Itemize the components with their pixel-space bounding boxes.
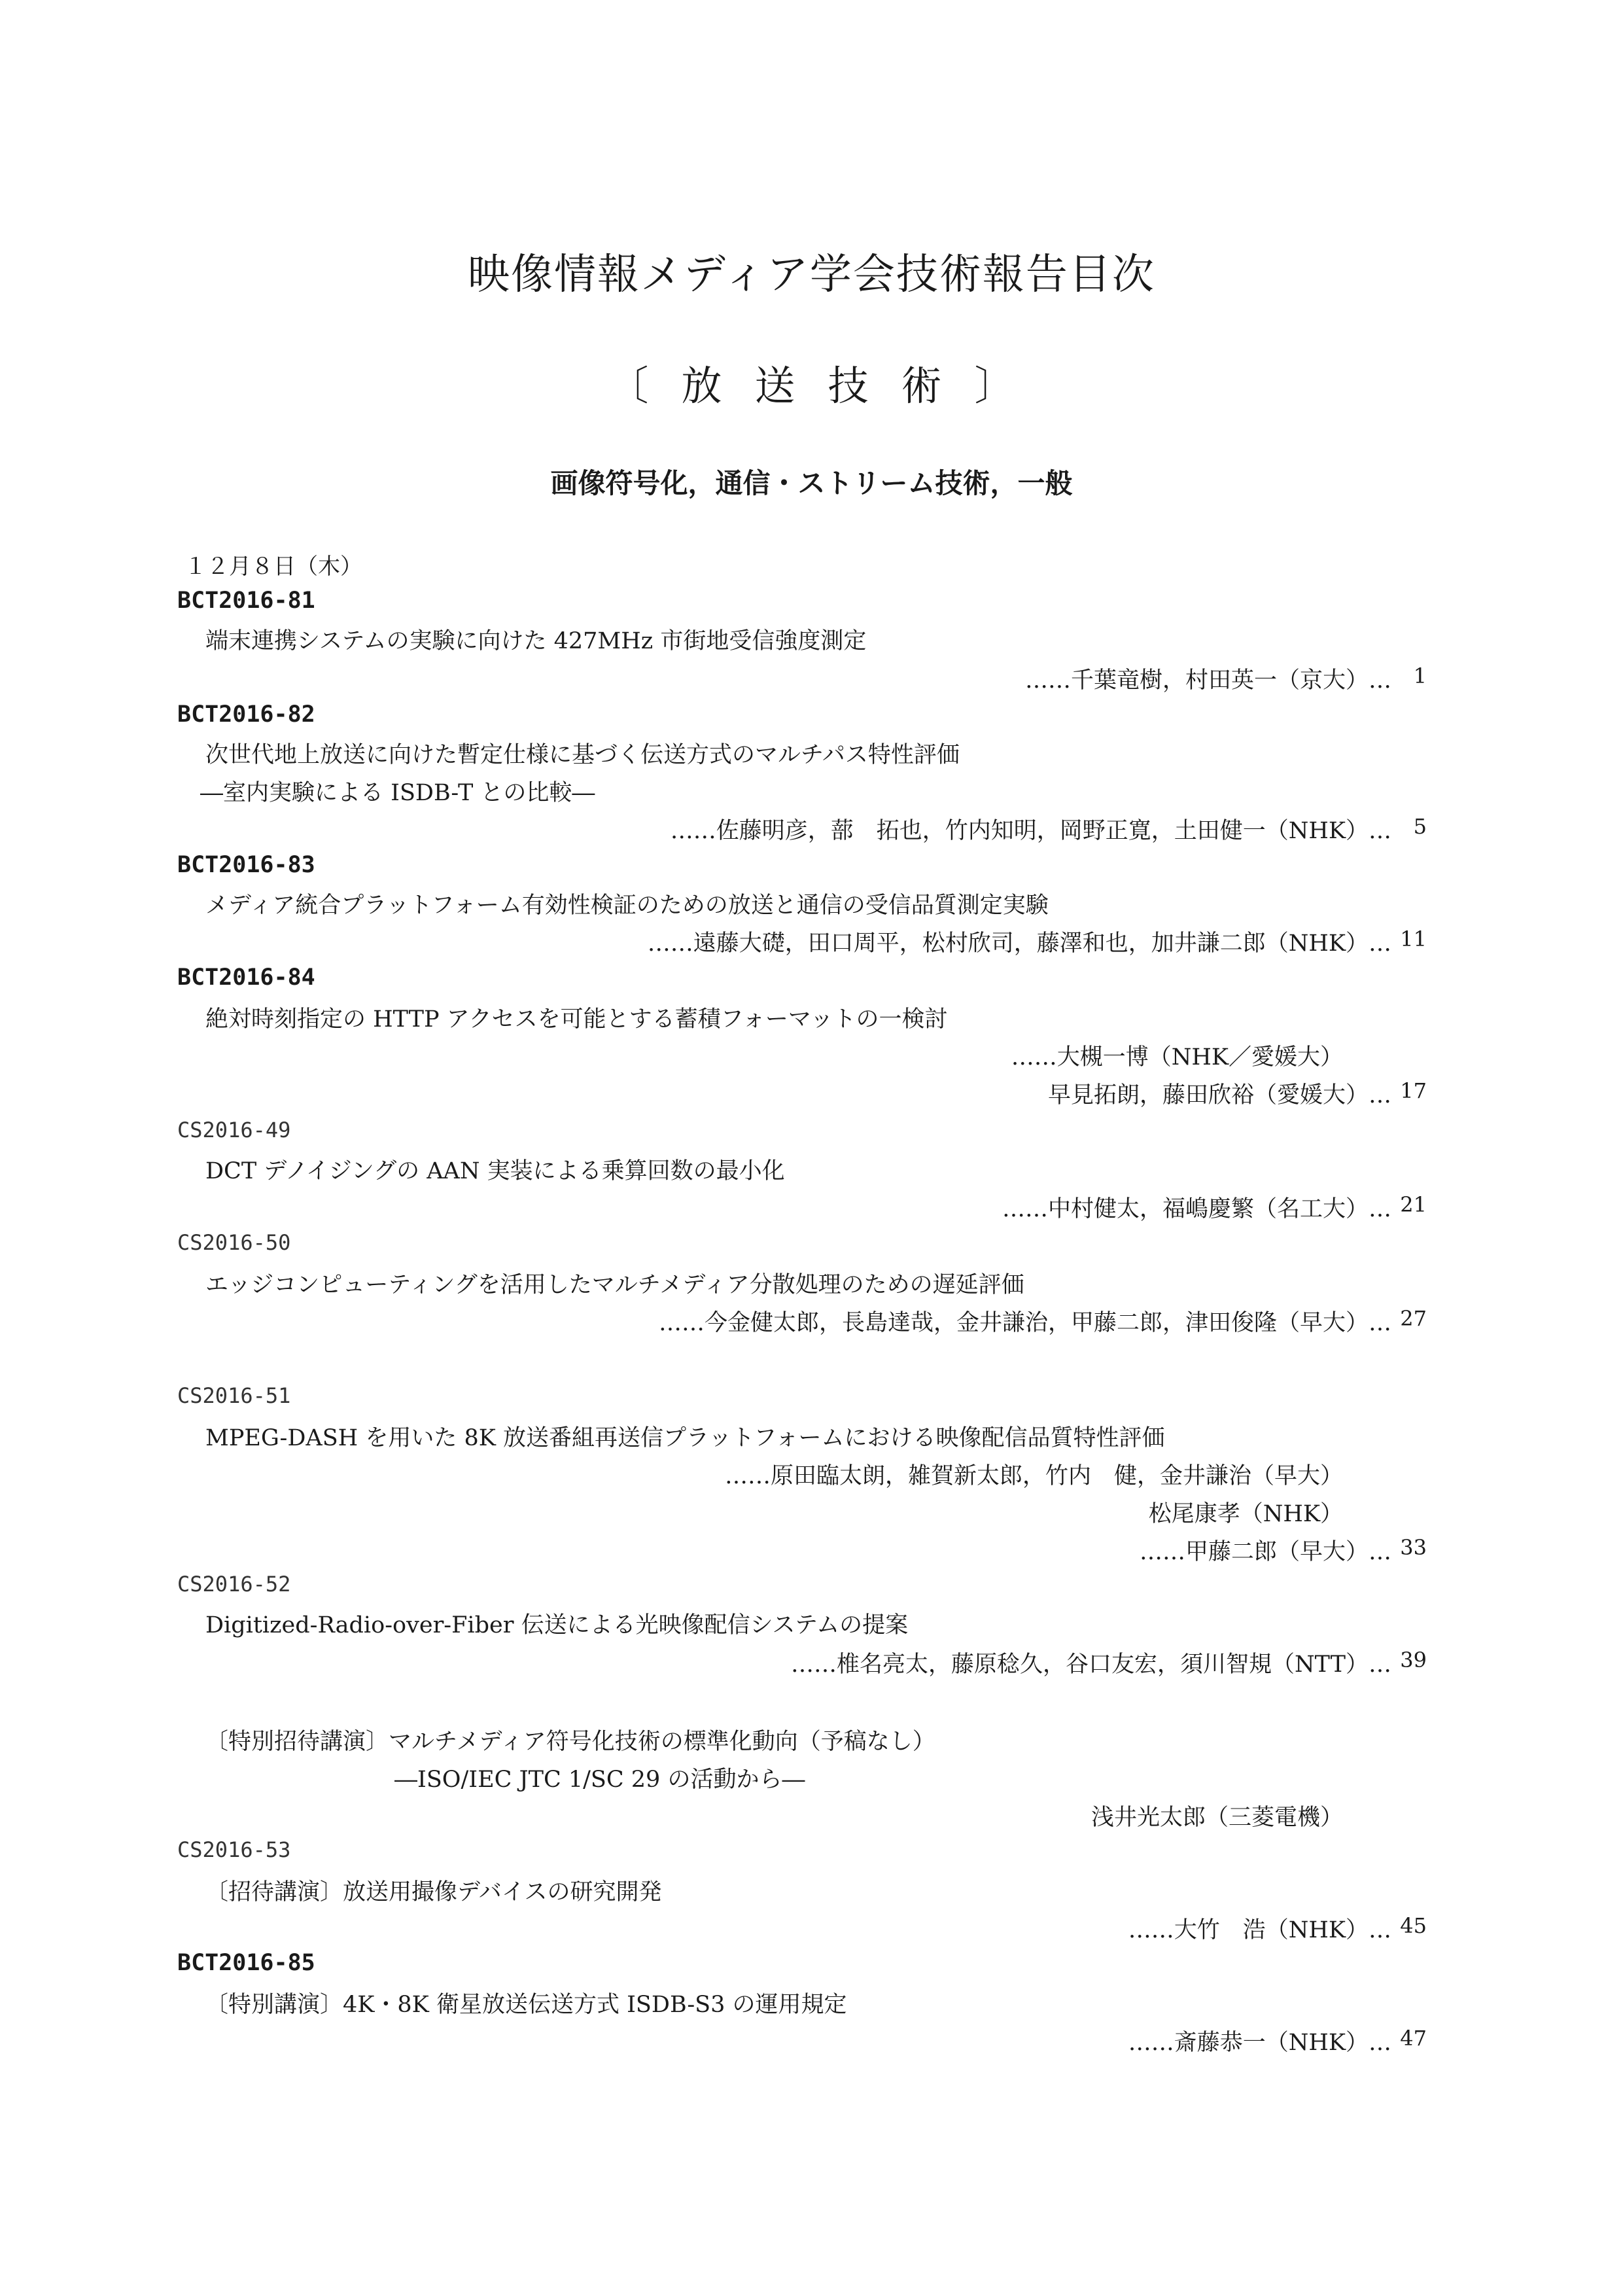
entry-page: 11 [1400,927,1427,951]
entry-title: エッジコンピューティングを活用したマルチメディア分散処理のための遅延評価 [205,1272,1024,1298]
entry-code: CS2016-50 [177,1230,291,1255]
entry-authors: ……椎名亮太，藤原稔久，谷口友宏，須川智規（NTT）… [791,1651,1391,1678]
document-title: 映像情報メディア学会技術報告目次 [468,251,1155,299]
entry-page: 47 [1400,2026,1427,2051]
entry-authors: 松尾康孝（NHK） [1148,1501,1343,1527]
entry-title: メディア統合プラットフォーム有効性検証のための放送と通信の受信品質測定実験 [205,892,1049,919]
entry-title: 次世代地上放送に向けた暫定仕様に基づく伝送方式のマルチパス特性評価 [205,742,960,768]
entry-title: Digitized-Radio-over-Fiber 伝送による光映像配信システムの提案 [205,1612,909,1638]
entry-code: CS2016-51 [177,1383,291,1408]
entry-page: 21 [1400,1192,1427,1217]
entry-page: 45 [1400,1913,1427,1938]
entry-authors: ……大槻一博（NHK／愛媛大） [1011,1044,1343,1070]
entry-code: BCT2016-83 [177,852,315,878]
entry-page: 17 [1400,1078,1427,1103]
entry-authors: ……今金健太郎，長島達哉，金井謙治，甲藤二郎，津田俊隆（早大）… [658,1310,1391,1336]
entry-page: 27 [1400,1306,1427,1331]
entry-code: BCT2016-85 [177,1950,315,1976]
entry-title: 〔招待講演〕放送用撮像デバイスの研究開発 [205,1879,662,1905]
entry-authors: ……甲藤二郎（早大）… [1139,1539,1391,1565]
entry-authors: 早見拓朗，藤田欣裕（愛媛大）… [1047,1082,1391,1108]
entry-authors: ……大竹 浩（NHK）… [1128,1917,1391,1943]
entry-title: 絶対時刻指定の HTTP アクセスを可能とする蓄積フォーマットの一検討 [205,1006,948,1033]
entry-title: 〔特別招待講演〕マルチメディア符号化技術の標準化動向（予稿なし） [205,1729,935,1755]
entry-page: 33 [1400,1535,1427,1560]
entry-code: CS2016-49 [177,1118,291,1142]
entry-code: BCT2016-84 [177,964,315,991]
entry-code: BCT2016-81 [177,588,315,614]
entry-page: 1 [1413,663,1427,688]
entry-authors: ……千葉竜樹，村田英一（京大）… [1024,667,1391,694]
entry-title: MPEG-DASH を用いた 8K 放送番組再送信プラットフォームにおける映像配信品質特性評価 [205,1425,1165,1451]
entry-authors: ……中村健太，福嶋慶繁（名工大）… [1002,1196,1391,1222]
entry-title: DCT デノイジングの AAN 実装による乗算回数の最小化 [205,1158,785,1184]
entry-subtitle: ―ISO/IEC JTC 1/SC 29 の活動から― [394,1767,805,1793]
category-heading: 〔放送技術〕 [608,362,1048,410]
entry-code: CS2016-53 [177,1837,291,1862]
entry-title: 端末連携システムの実験に向けた 427MHz 市街地受信強度測定 [205,628,867,654]
session-date: １２月８日（木） [184,554,362,580]
entry-page: 39 [1400,1648,1427,1672]
entry-title: 〔特別講演〕4K・8K 衛星放送伝送方式 ISDB-S3 の運用規定 [205,1992,847,2018]
entry-code: BCT2016-82 [177,701,315,728]
entry-authors: 浅井光太郎（三菱電機） [1091,1805,1343,1831]
entry-subtitle: ―室内実験による ISDB-T との比較― [200,780,595,806]
entry-authors: ……原田臨太朗，雑賀新太郎，竹内 健，金井謙治（早大） [724,1463,1343,1489]
session-subtitle: 画像符号化，通信・ストリーム技術，一般 [550,467,1073,499]
entry-authors: ……遠藤大礎，田口周平，松村欣司，藤澤和也，加井謙二郎（NHK）… [647,930,1391,957]
entry-code: CS2016-52 [177,1572,291,1597]
entry-authors: ……斎藤恭一（NHK）… [1128,2030,1391,2056]
entry-authors: ……佐藤明彦，蔀 拓也，竹内知明，岡野正寛，土田健一（NHK）… [670,818,1391,844]
entry-page: 5 [1413,814,1427,839]
